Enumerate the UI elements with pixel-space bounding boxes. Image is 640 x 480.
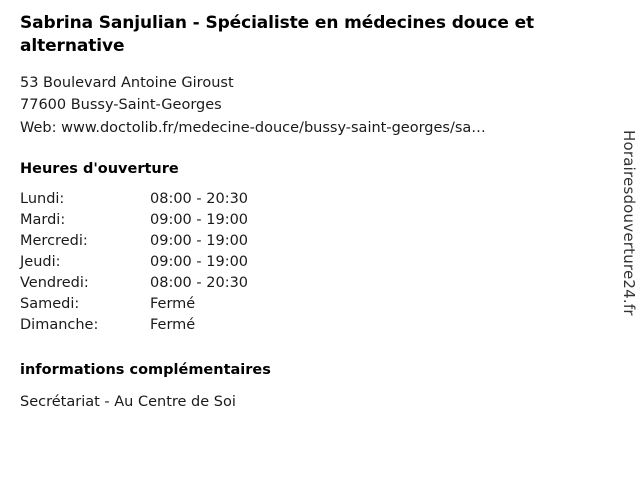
day-label: Mercredi: [20,233,88,250]
day-label: Dimanche: [20,317,99,334]
table-row [20,191,350,212]
address-website[interactable]: Web: www.doctolib.fr/medecine-douce/bussy-saint-georges/sa… [20,119,486,136]
day-label: Jeudi: [20,254,61,271]
table-row [20,212,350,233]
day-hours: 08:00 - 20:30 [150,191,249,208]
main-content [20,12,600,414]
day-label: Samedi: [20,296,80,313]
day-label: Mardi: [20,212,66,229]
day-hours: Fermé [150,296,196,313]
day-hours: 08:00 - 20:30 [150,275,249,292]
opening-hours-table [20,191,350,338]
day-hours: 09:00 - 19:00 [150,254,249,271]
address-block [20,72,600,139]
table-row [20,317,350,338]
day-label: Lundi: [20,191,65,208]
table-row [20,233,350,254]
opening-hours-heading: Heures d'ouverture [20,161,179,178]
site-watermark: Horairesdouverture24.fr [620,130,638,316]
additional-info-heading: informations complémentaires [20,362,271,379]
day-hours: 09:00 - 19:00 [150,212,249,229]
day-hours: 09:00 - 19:00 [150,233,249,250]
page-title: Sabrina Sanjulian - Spécialiste en médecines douce et alternative [20,13,535,56]
table-row [20,254,350,275]
additional-info-text: Secrétariat - Au Centre de Soi [20,394,236,411]
day-label: Vendredi: [20,275,89,292]
address-street: 53 Boulevard Antoine Giroust [20,74,234,91]
table-row [20,275,350,296]
address-city: 77600 Bussy-Saint-Georges [20,97,222,114]
table-row [20,296,350,317]
day-hours: Fermé [150,317,196,334]
